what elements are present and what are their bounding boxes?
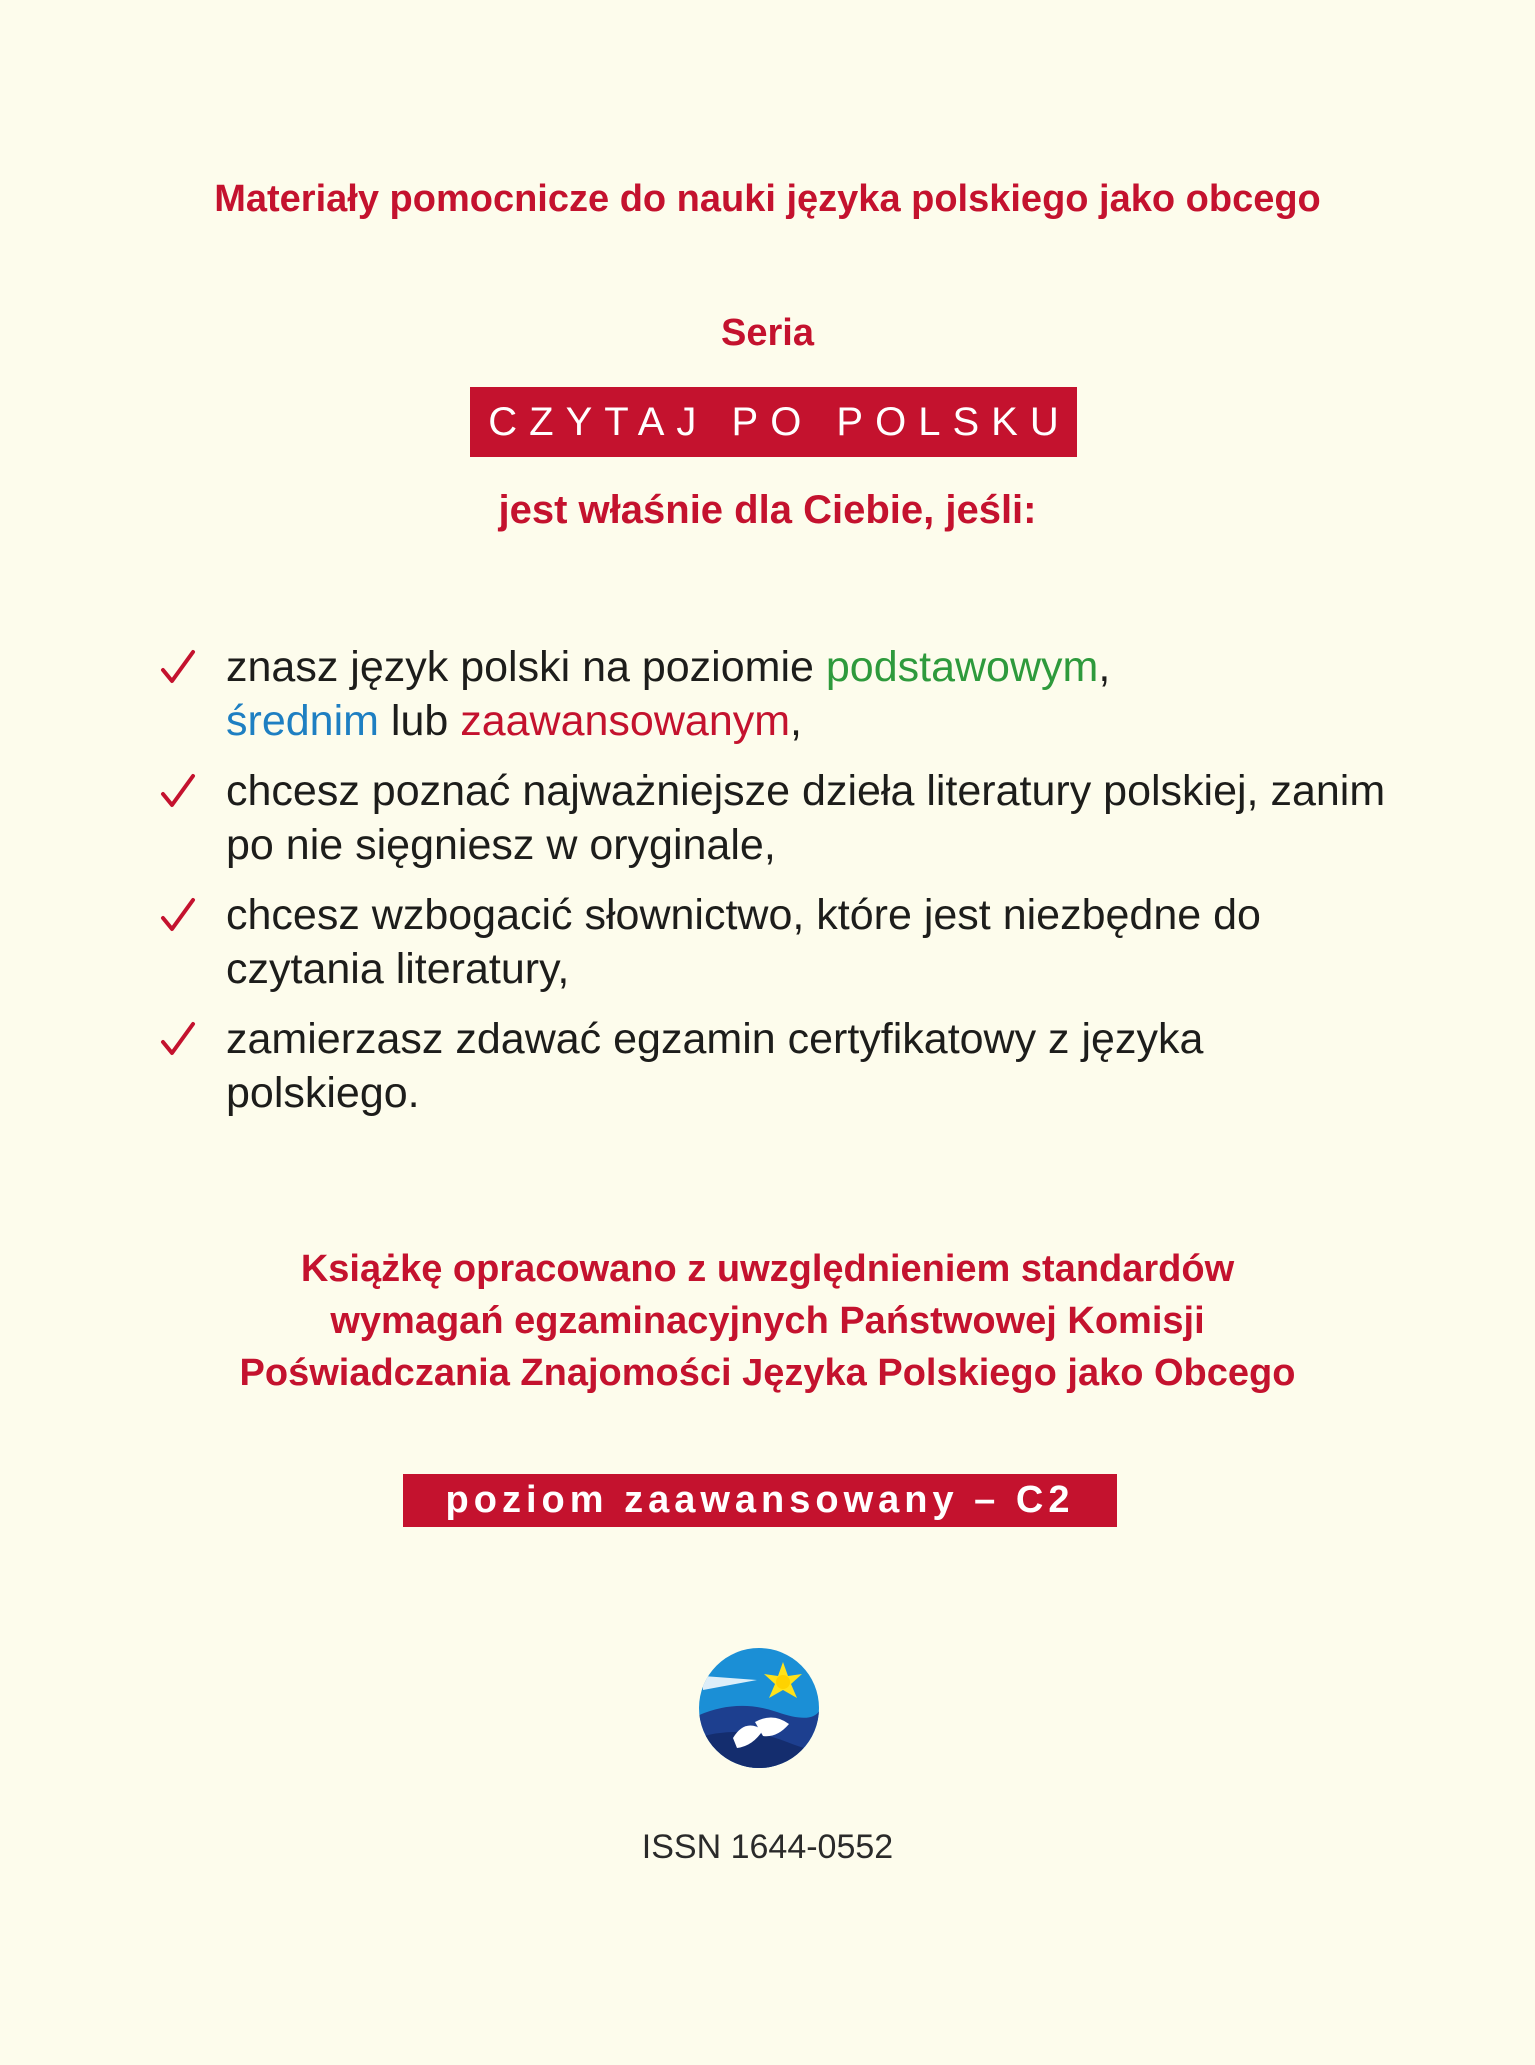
list-item [160, 1012, 1400, 1120]
check-mark-icon [160, 896, 196, 936]
issn-number: ISSN 1644-0552 [641, 1828, 894, 1866]
header-title: Materiały pomocnicze do nauki języka polskiego jako obcego [214, 178, 1321, 220]
benefits-list [160, 640, 1400, 1136]
check-mark-icon [160, 1020, 196, 1060]
standards-note [0, 1243, 1535, 1399]
check-mark-icon [160, 648, 196, 688]
list-item [160, 764, 1400, 872]
list-item-text: chcesz wzbogacić słownictwo, które jest niezbędne do czytania literatury, [226, 891, 1261, 993]
standards-line: Poświadczania Znajomości Języka Polskiego jako Obcego [239, 1352, 1296, 1394]
list-item-text: zamierzasz zdawać egzamin certyfikatowy z języka polskiego. [226, 1015, 1204, 1117]
series-name-banner: CZYTAJ PO POLSKU [470, 387, 1077, 457]
check-mark-icon [160, 772, 196, 812]
level-basic-text: podstawowym [825, 643, 1099, 691]
series-tagline: jest właśnie dla Ciebie, jeśli: [498, 488, 1037, 532]
list-item [160, 888, 1400, 996]
level-advanced-text: zaawansowanym [460, 697, 791, 745]
level-mid-text: średnim [226, 697, 379, 745]
list-item-text: , [1098, 643, 1111, 691]
list-item-text: lub [378, 697, 461, 745]
list-item [160, 640, 1400, 748]
list-item-text: znasz język polski na poziomie [226, 643, 826, 691]
level-banner: poziom zaawansowany – C2 [403, 1474, 1117, 1527]
standards-line: Książkę opracowano z uwzględnieniem standardów [300, 1248, 1235, 1290]
standards-line: wymagań egzaminacyjnych Państwowej Komisji [330, 1300, 1205, 1342]
list-item-text: , [790, 697, 802, 745]
publisher-logo-icon [697, 1646, 821, 1770]
list-item-text: chcesz poznać najważniejsze dzieła literatury polskiej, zanim po nie sięgniesz w oryginale, [226, 767, 1386, 869]
series-label: Seria [721, 312, 814, 354]
